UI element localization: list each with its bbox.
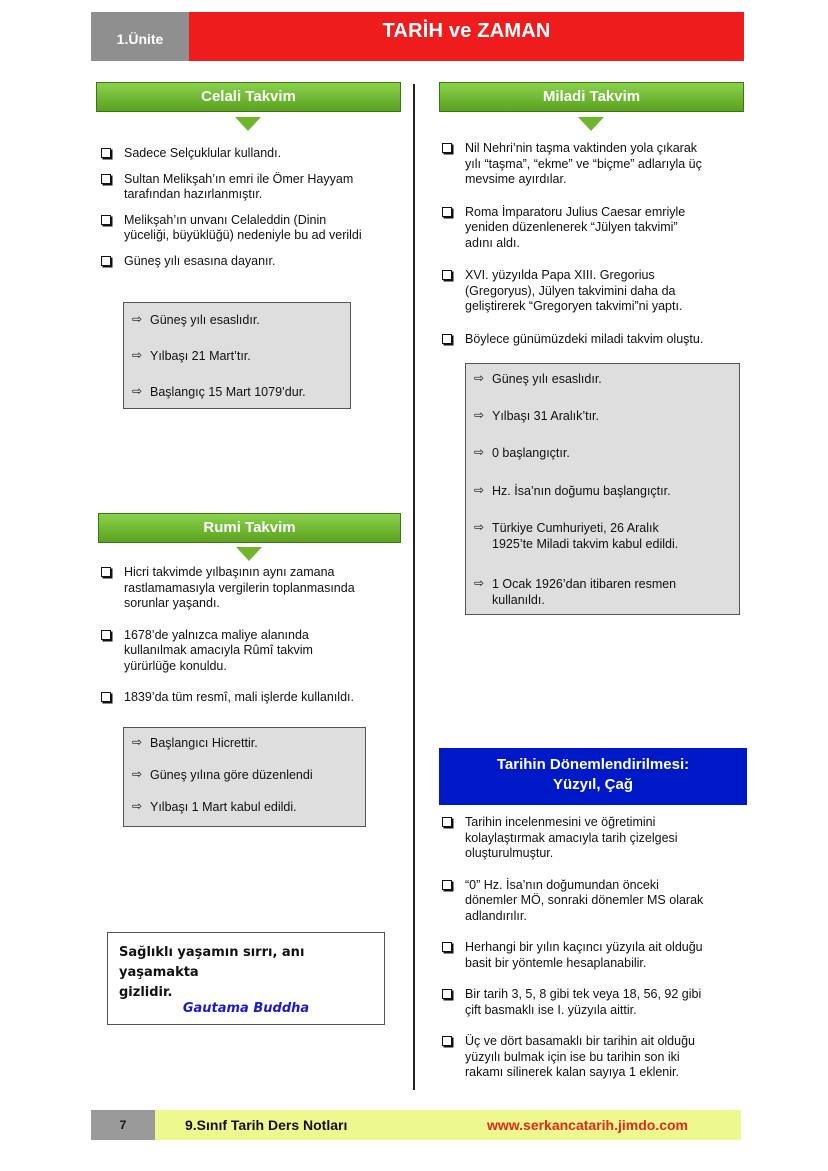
arrow-right-icon: ⇨ <box>474 483 485 497</box>
quote-author: Gautama Buddha <box>182 1001 310 1016</box>
square-bullet-icon <box>442 207 452 217</box>
summary-item: ⇨ Hz. İsa’nın doğumu başlangıçtır. <box>474 483 671 498</box>
periodization-list <box>441 815 741 1081</box>
list-item: 1678’de yalnızca maliye alanında kullanılmak amacıyla Rûmî takvim yürürlüğe konuldu. <box>100 628 405 675</box>
arrow-right-icon: ⇨ <box>132 384 143 398</box>
list-item: Bir tarih 3, 5, 8 gibi tek veya 18, 56, 92 gibi çift basmaklı ise I. yüzyıla aittir. <box>441 987 741 1018</box>
miladi-list <box>441 141 741 347</box>
miladi-arrow-icon <box>578 117 604 131</box>
periodization-heading: Tarihin Dönemlendirilmesi: Yüzyıl, Çağ <box>439 748 747 805</box>
quote-box <box>107 932 385 1025</box>
list-item: “0” Hz. İsa’nın doğumundan önceki dönemler MÖ, sonraki dönemler MS olarak adlandırılır. <box>441 878 741 925</box>
square-bullet-icon <box>101 692 111 702</box>
list-item: Nil Nehri’nin taşma vaktinden yola çıkarak yılı “taşma”, “ekme” ve “biçme” adlarıyla üç mevsime ayırdılar. <box>441 141 741 188</box>
summary-item: ⇨ Yılbaşı 31 Aralık’tır. <box>474 408 599 423</box>
miladi-summary-box <box>465 363 740 615</box>
summary-item: ⇨ Yılbaşı 21 Mart’tır. <box>132 348 251 363</box>
square-bullet-icon <box>101 567 111 577</box>
arrow-right-icon: ⇨ <box>132 735 143 749</box>
arrow-right-icon: ⇨ <box>474 445 485 459</box>
summary-item: ⇨ Güneş yılına göre düzenlendi <box>132 767 313 782</box>
celali-list <box>100 146 405 269</box>
square-bullet-icon <box>442 143 452 153</box>
square-bullet-icon <box>101 215 111 225</box>
page-title: TARİH ve ZAMAN <box>189 12 744 61</box>
arrow-right-icon: ⇨ <box>132 312 143 326</box>
list-item: Sultan Melikşah’ın emri ile Ömer Hayyam tarafından hazırlanmıştır. <box>100 172 405 203</box>
summary-item: ⇨ 0 başlangıçtır. <box>474 445 570 460</box>
square-bullet-icon <box>101 256 111 266</box>
celali-arrow-icon <box>235 117 261 131</box>
rumi-list <box>100 565 405 706</box>
arrow-right-icon: ⇨ <box>474 371 485 385</box>
list-item: Sadece Selçuklular kullandı. <box>100 146 405 162</box>
column-divider <box>413 84 415 1090</box>
list-item: Tarihin incelenmesini ve öğretimini kolaylaştırmak amacıyla tarih çizelgesi oluşturulmuştur. <box>441 815 741 862</box>
square-bullet-icon <box>442 989 452 999</box>
arrow-right-icon: ⇨ <box>132 767 143 781</box>
miladi-heading: Miladi Takvim <box>439 82 744 112</box>
rumi-heading: Rumi Takvim <box>98 513 401 543</box>
list-item: 1839’da tüm resmî, mali işlerde kullanıldı. <box>100 690 405 706</box>
footer-url-link[interactable]: www.serkancatarih.jimdo.com <box>487 1117 688 1133</box>
arrow-right-icon: ⇨ <box>474 576 485 590</box>
quote-text: Sağlıklı yaşamın sırrı, anı yaşamakta gizlidir. <box>119 945 305 1000</box>
square-bullet-icon <box>101 148 111 158</box>
arrow-right-icon: ⇨ <box>132 799 143 813</box>
rumi-arrow-icon <box>236 547 262 561</box>
square-bullet-icon <box>442 880 452 890</box>
square-bullet-icon <box>442 817 452 827</box>
page-number: 7 <box>91 1110 155 1140</box>
list-item: Üç ve dört basamaklı bir tarihin ait olduğu yüzyılı bulmak için ise bu tarihin son iki rakamı silinerek kalan sayıya 1 eklenir. <box>441 1034 741 1081</box>
celali-summary-box <box>123 302 351 409</box>
summary-item: ⇨ Yılbaşı 1 Mart kabul edildi. <box>132 799 297 814</box>
square-bullet-icon <box>442 942 452 952</box>
celali-heading: Celali Takvim <box>96 82 401 112</box>
list-item: Melikşah’ın unvanı Celaleddin (Dinin yüceliği, büyüklüğü) nedeniyle bu ad verildi <box>100 213 405 244</box>
summary-item: ⇨ Güneş yılı esaslıdır. <box>132 312 260 327</box>
arrow-right-icon: ⇨ <box>474 520 485 534</box>
summary-item: ⇨ Başlangıcı Hicrettir. <box>132 735 258 750</box>
square-bullet-icon <box>101 630 111 640</box>
footer-title: 9.Sınıf Tarih Ders Notları <box>185 1117 348 1133</box>
list-item: Böylece günümüzdeki miladi takvim oluştu. <box>441 332 741 348</box>
list-item: Güneş yılı esasına dayanır. <box>100 254 405 270</box>
summary-item: ⇨ Türkiye Cumhuriyeti, 26 Aralık 1925’te Miladi takvim kabul edildi. <box>474 520 679 551</box>
summary-item: ⇨ Güneş yılı esaslıdır. <box>474 371 602 386</box>
square-bullet-icon <box>442 270 452 280</box>
arrow-right-icon: ⇨ <box>474 408 485 422</box>
list-item: Hicri takvimde yılbaşının aynı zamana rastlamamasıyla vergilerin toplanmasında sorunlar yaşandı. <box>100 565 405 612</box>
rumi-summary-box <box>123 727 366 827</box>
square-bullet-icon <box>442 334 452 344</box>
arrow-right-icon: ⇨ <box>132 348 143 362</box>
list-item: Roma İmparatoru Julius Caesar emriyle yeniden düzenlenerek “Jülyen takvimi” adını aldı. <box>441 205 741 252</box>
square-bullet-icon <box>101 174 111 184</box>
unit-label: 1.Ünite <box>91 12 189 61</box>
list-item: Herhangi bir yılın kaçıncı yüzyıla ait olduğu basit bir yöntemle hesaplanabilir. <box>441 940 741 971</box>
square-bullet-icon <box>442 1036 452 1046</box>
summary-item: ⇨ 1 Ocak 1926’dan itibaren resmen kullanıldı. <box>474 576 677 607</box>
list-item: XVI. yüzyılda Papa XIII. Gregorius (Gregoryus), Jülyen takvimini daha da geliştirerek “Gregoryen takvimi”ni yaptı. <box>441 268 741 315</box>
summary-item: ⇨ Başlangıç 15 Mart 1079’dur. <box>132 384 306 399</box>
